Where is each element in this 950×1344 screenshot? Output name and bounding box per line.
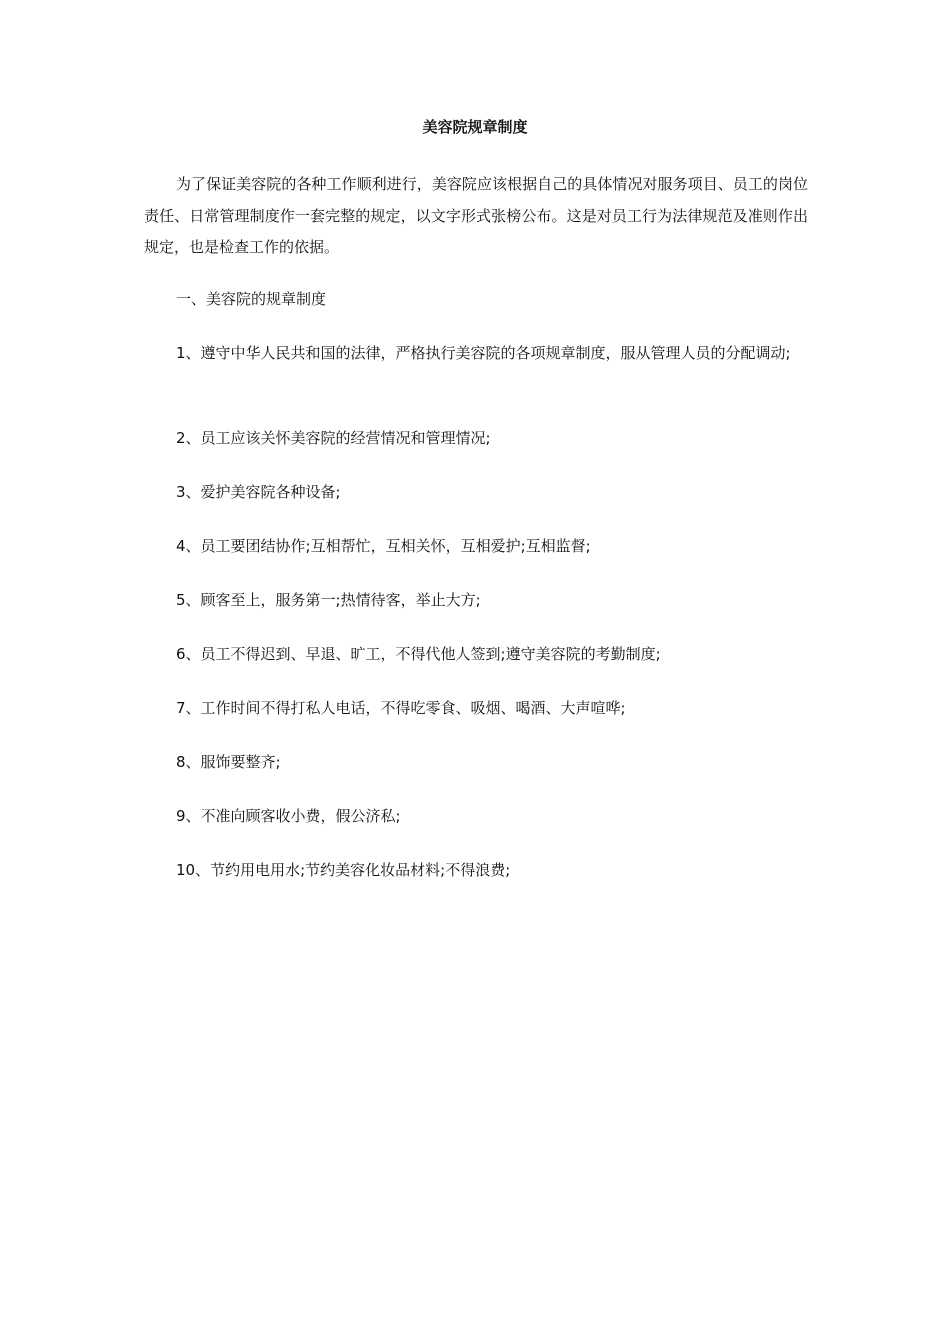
rule-item-6: 6、员工不得迟到、早退、旷工，不得代他人签到;遵守美容院的考勤制度; bbox=[176, 645, 661, 663]
rule-item-9: 9、不准向顾客收小费，假公济私; bbox=[176, 807, 401, 825]
rule-item-8: 8、服饰要整齐; bbox=[176, 753, 281, 771]
intro-paragraph: 为了保证美容院的各种工作顺利进行，美容院应该根据自己的具体情况对服务项目、员工的岗位责任、日常管理制度作一套完整的规定，以文字形式张榜公布。这是对员工行为法律规范及准则作出规定，也是检查工作的依据。 bbox=[144, 175, 808, 256]
rule-item-7: 7、工作时间不得打私人电话，不得吃零食、吸烟、喝酒、大声喧哗; bbox=[176, 699, 626, 717]
rule-item-3: 3、爱护美容院各种设备; bbox=[176, 483, 341, 501]
rule-item-10: 10、节约用电用水;节约美容化妆品材料;不得浪费; bbox=[176, 861, 511, 879]
rule-item-2: 2、员工应该关怀美容院的经营情况和管理情况; bbox=[176, 429, 491, 447]
rule-item-1: 1、遵守中华人民共和国的法律，严格执行美容院的各项规章制度，服从管理人员的分配调动; bbox=[176, 344, 791, 362]
rule-item-5: 5、顾客至上，服务第一;热情待客，举止大方; bbox=[176, 591, 481, 609]
rule-item-4: 4、员工要团结协作;互相帮忙，互相关怀，互相爱护;互相监督; bbox=[176, 537, 591, 555]
section-heading: 一、美容院的规章制度 bbox=[176, 290, 327, 308]
document-title: 美容院规章制度 bbox=[422, 118, 528, 136]
